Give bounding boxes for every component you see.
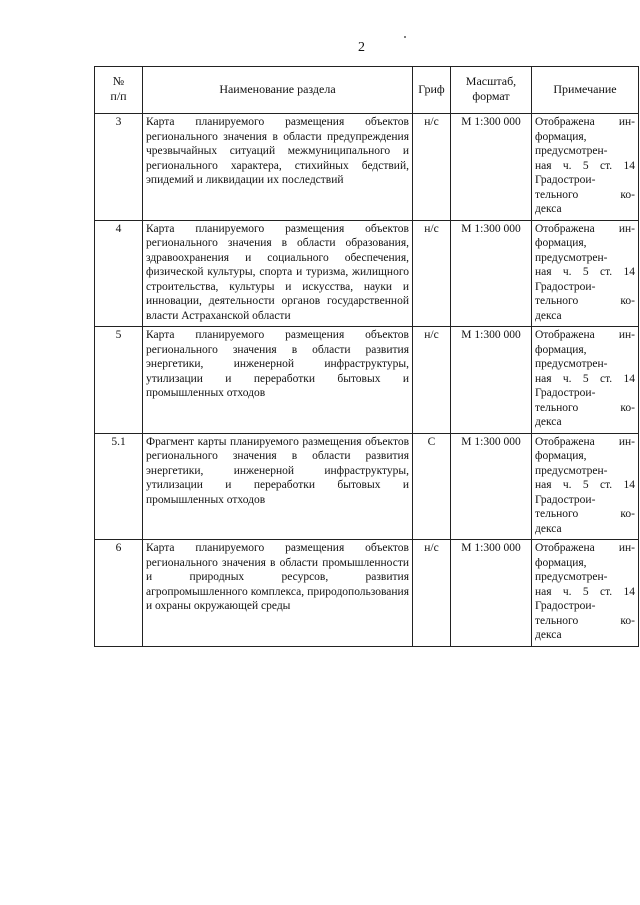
note-line: предусмотрен- bbox=[535, 358, 608, 370]
cell-name: Карта планируемого размещения объектов регионального значения в области промышленности и природных ресурсов, развития агропромышленного комплекса, природопользования и охраны окружающей среды bbox=[143, 540, 413, 647]
cell-grif: н/с bbox=[413, 540, 451, 647]
header-num: № п/п bbox=[95, 67, 143, 114]
header-grif: Гриф bbox=[413, 67, 451, 114]
cell-name: Фрагмент карты планируемого размещения объектов регионального значения в области развития энергетики, инженерной инфраструктуры, утилизации и переработки бытовых и промышленных отходов bbox=[143, 433, 413, 540]
note-line: тельного ко- bbox=[535, 508, 635, 520]
note-line: формация, bbox=[535, 343, 587, 356]
cell-note bbox=[532, 220, 639, 327]
header-scale: Масштаб, формат bbox=[451, 67, 532, 114]
table-row bbox=[95, 433, 639, 540]
cell-grif: н/с bbox=[413, 327, 451, 434]
note-line: декса bbox=[535, 203, 562, 215]
note-line: формация, bbox=[535, 556, 587, 569]
note-line: предусмотрен- bbox=[535, 571, 608, 583]
note-line: декса bbox=[535, 416, 562, 428]
header-name: Наименование раздела bbox=[143, 67, 413, 114]
cell-note bbox=[532, 540, 639, 647]
cell-grif: н/с bbox=[413, 114, 451, 221]
note-line: формация, bbox=[535, 450, 587, 462]
cell-note bbox=[532, 327, 639, 434]
note-line: Отображена ин- bbox=[535, 329, 635, 341]
table-row bbox=[95, 327, 639, 434]
cell-scale: М 1:300 000 bbox=[451, 327, 532, 434]
note-line: Отображена ин- bbox=[535, 116, 635, 128]
cell-num: 5 bbox=[95, 327, 143, 434]
note-line: тельного ко- bbox=[535, 401, 635, 414]
note-line: Градострои- bbox=[535, 174, 596, 186]
note-line: ная ч. 5 ст. 14 bbox=[535, 159, 635, 172]
note-line: декса bbox=[535, 522, 562, 535]
cell-scale: М 1:300 000 bbox=[451, 220, 532, 327]
table-header-row bbox=[95, 67, 639, 114]
note-line: Отображена ин- bbox=[535, 542, 635, 554]
note-line: Градострои- bbox=[535, 387, 596, 399]
page-number: 2 bbox=[358, 40, 365, 55]
cell-num: 5.1 bbox=[95, 433, 143, 540]
note-line: декса bbox=[535, 629, 562, 641]
note-line: декса bbox=[535, 309, 562, 322]
cell-note bbox=[532, 433, 639, 540]
note-line: формация, bbox=[535, 130, 587, 143]
note-line: ная ч. 5 ст. 14 bbox=[535, 479, 635, 491]
note-line: предусмотрен- bbox=[535, 251, 608, 264]
cell-name: Карта планируемого размещения объектов регионального значения в области развития энергетики, инженерной инфраструктуры, утилизации и переработки бытовых и промышленных отходов bbox=[143, 327, 413, 434]
scan-speck bbox=[404, 36, 406, 38]
table-row bbox=[95, 220, 639, 327]
note-line: Отображена ин- bbox=[535, 435, 635, 448]
note-line: тельного ко- bbox=[535, 295, 635, 307]
note-line: ная ч. 5 ст. 14 bbox=[535, 266, 635, 278]
note-line: предусмотрен- bbox=[535, 145, 608, 157]
note-line: Градострои- bbox=[535, 600, 596, 612]
table-row bbox=[95, 540, 639, 647]
note-line: ная ч. 5 ст. 14 bbox=[535, 585, 635, 598]
note-line: ная ч. 5 ст. 14 bbox=[535, 372, 635, 385]
cell-note bbox=[532, 114, 639, 221]
note-line: Градострои- bbox=[535, 280, 596, 293]
cell-scale: М 1:300 000 bbox=[451, 114, 532, 221]
cell-name: Карта планируемого размещения объектов регионального значения в области предупреждения чрезвычайных ситуаций межмуниципального и регионального характера, стихийных бедствий, эпидемий и ликвидации их последствий bbox=[143, 114, 413, 221]
cell-num: 4 bbox=[95, 220, 143, 327]
note-line: предусмотрен- bbox=[535, 464, 608, 477]
note-line: формация, bbox=[535, 237, 587, 249]
cell-name: Карта планируемого размещения объектов регионального значения в области образования, здравоохранения и социального обеспечения, физической культуры, спорта и туризма, жилищного строительства, культуры и искусства, науки и инновации, деятельности органов государственной власти Астраханской области bbox=[143, 220, 413, 327]
table-row bbox=[95, 114, 639, 221]
header-note: Примечание bbox=[532, 67, 639, 114]
sections-table bbox=[94, 66, 639, 647]
note-line: тельного ко- bbox=[535, 188, 635, 201]
note-line: Отображена ин- bbox=[535, 222, 635, 235]
cell-scale: М 1:300 000 bbox=[451, 540, 532, 647]
cell-num: 6 bbox=[95, 540, 143, 647]
note-line: Градострои- bbox=[535, 493, 596, 506]
cell-scale: М 1:300 000 bbox=[451, 433, 532, 540]
cell-num: 3 bbox=[95, 114, 143, 221]
cell-grif: н/с bbox=[413, 220, 451, 327]
note-line: тельного ко- bbox=[535, 614, 635, 627]
cell-grif: С bbox=[413, 433, 451, 540]
